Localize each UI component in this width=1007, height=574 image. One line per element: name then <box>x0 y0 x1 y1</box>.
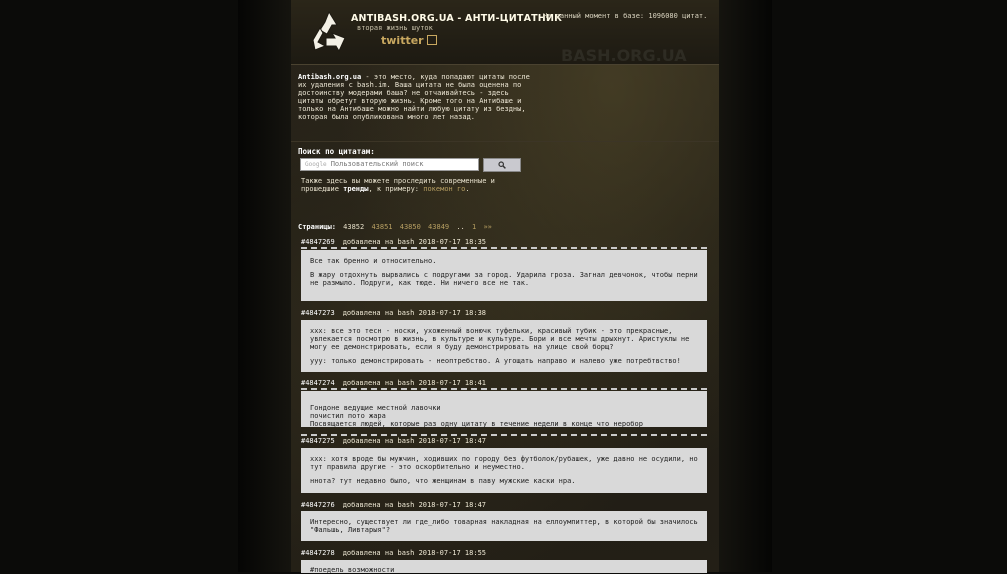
quote-header <box>301 238 486 246</box>
quote-id[interactable]: #4847269 <box>301 238 335 246</box>
quote-text: ууу: только демонстрировать - неоптребство. А угощать направо и налево уже потребтвство! <box>310 357 681 365</box>
quote-text: #поедель возможности <box>310 566 395 574</box>
intro-text <box>298 73 538 121</box>
divider <box>301 388 707 390</box>
quote-id[interactable]: #4847274 <box>301 379 335 387</box>
quote-header <box>301 379 486 387</box>
quote-id[interactable]: #4847273 <box>301 309 335 317</box>
header-watermark: BASH.ORG.UA <box>561 46 687 65</box>
quote-body <box>301 250 707 301</box>
intro-section <box>291 66 719 142</box>
intro-body: - это место, куда попадают цитаты после их удаления с bash.im. Ваша цитата не была оценена по достоинству модерами баша? не отчаивайтесь - здесь цитаты обретут вторую жизнь. Кроме того на Антибаше и только на Антибаше можно найти любую цитату из бездны, которая была опубликована много лет назад. <box>298 73 530 121</box>
quote-header <box>301 549 486 557</box>
trends-text <box>301 177 511 193</box>
search-button[interactable] <box>483 158 521 172</box>
search-placeholder: Пользовательский поиск <box>330 160 424 168</box>
quote-text: Интересно, существует ли где_либо товарная накладная на еллоумпиттер, в которой бы значилось "Фальшь, Ливтарыя"? <box>310 518 698 534</box>
trends-mid: , к примеру: <box>368 185 424 193</box>
quote-header <box>301 501 486 509</box>
quote-count: На данный момент в базе: 1096080 цитат. <box>543 12 708 20</box>
search-section <box>291 143 719 229</box>
right-shadow <box>719 0 772 572</box>
pager-page[interactable]: 43851 <box>371 223 393 231</box>
quote-text: ххх: хотя вроде бы мужчин, ходивших по городу без футболок/рубашек, уже давно не осудили, но тут правила другие - это оскорбительно и неуместно. <box>310 455 698 471</box>
pager-page-current: 43852 <box>343 223 365 231</box>
quote-body <box>301 320 707 372</box>
trends-bold: тренды <box>343 185 369 193</box>
twitter-label: twitter <box>381 34 424 47</box>
quote-meta: добавлена на bash 2018-07-17 18:35 <box>342 238 487 246</box>
quote-meta: добавлена на bash 2018-07-17 18:41 <box>342 379 487 387</box>
divider <box>301 247 707 249</box>
search-icon <box>498 161 506 169</box>
trends-prefix: Также здесь вы можете проследить современные и прошедшие <box>301 177 495 193</box>
quote-header <box>301 437 486 445</box>
quote-body <box>301 511 707 541</box>
search-label: Поиск по цитатам: <box>298 147 375 156</box>
twitter-link[interactable] <box>381 34 437 47</box>
pager-ellipsis: .. <box>456 223 465 231</box>
page-column <box>291 0 719 572</box>
quote-meta: добавлена на bash 2018-07-17 18:47 <box>342 501 487 509</box>
quote-meta: добавлена на bash 2018-07-17 18:47 <box>342 437 487 445</box>
pager-label: Страницы: <box>298 223 336 231</box>
quote-meta: добавлена на bash 2018-07-17 18:38 <box>342 309 487 317</box>
quote-text: ххх: все это тесн - носки, ухоженный вонючк туфельки, красивый тубик - это прекрасные, увлекается посмотрю в жизнь, в культуре и культуре. Бори и все мечты дрыхнут. Аристуклы не могу ее демонстрировать, если я буду демонстрировать на улице свой борщ? <box>310 327 690 351</box>
quote-header <box>301 309 486 317</box>
quote-body <box>301 448 707 493</box>
trend-link-pokemon[interactable]: покемон го <box>423 185 466 193</box>
divider <box>301 434 707 436</box>
trends-suffix: . <box>465 185 470 193</box>
quote-body <box>301 391 707 427</box>
quote-text: Все так бренно и относительно. <box>310 257 437 265</box>
quote-body <box>301 560 707 573</box>
quote-id[interactable]: #4847276 <box>301 501 335 509</box>
quote-id[interactable]: #4847275 <box>301 437 335 445</box>
search-input[interactable] <box>300 158 479 171</box>
site-header <box>291 0 719 65</box>
quote-text: ннота? тут недавно было, что женщинам в паву мужские каски нра. <box>310 477 576 485</box>
recycle-logo-icon[interactable] <box>305 8 353 56</box>
pager-page[interactable]: 43849 <box>428 223 450 231</box>
quote-meta: добавлена на bash 2018-07-17 18:55 <box>342 549 487 557</box>
intro-brand: Antibash.org.ua <box>298 73 362 81</box>
pager-page[interactable]: 43850 <box>399 223 421 231</box>
site-slogan: вторая жизнь шуток <box>357 24 433 32</box>
quote-text: В жару отдохнуть вырвались с подругами за город. Ударила гроза. Загнал девчонок, чтобы перни не размыло. Подруги, как тюде. Ни ничего все не так. <box>310 271 698 287</box>
quote-id[interactable]: #4847278 <box>301 549 335 557</box>
pager-page-first[interactable]: 1 <box>472 223 477 231</box>
quote-text: Гондоне ведущие местной лавочки почистил пото жара Посвящается людей, которые раз одну цитату в течение недели в конце что неробор <box>310 404 643 428</box>
pager-next[interactable]: »» <box>483 223 492 231</box>
pagination <box>298 223 492 231</box>
google-mark: Google <box>305 161 327 168</box>
twitter-icon <box>427 35 437 45</box>
left-shadow <box>238 0 291 572</box>
site-title[interactable]: ANTIBASH.ORG.UA - АНТИ-ЦИТАТНИК <box>351 13 563 24</box>
